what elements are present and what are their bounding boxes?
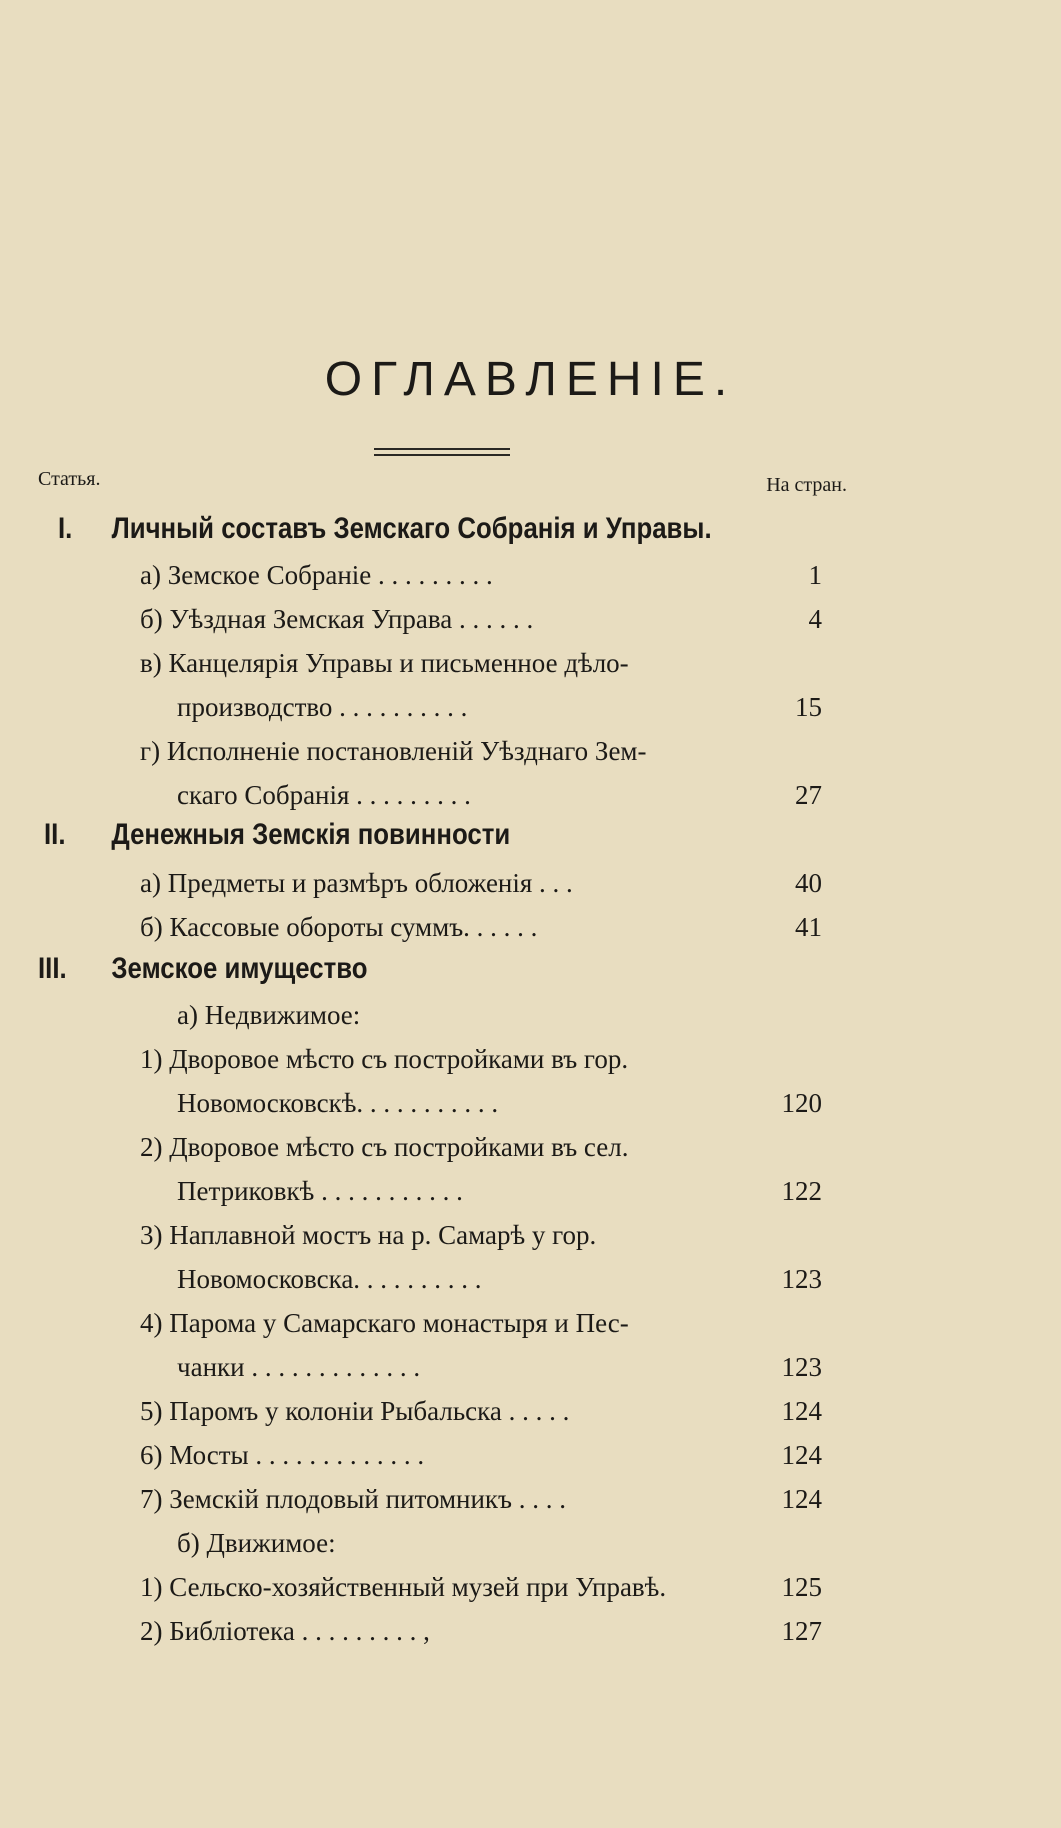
- toc-entry-page: 124: [781, 1396, 822, 1426]
- toc-entry-text: а) Земское Собраніе . . . . . . . . .: [140, 560, 493, 590]
- section-3-number: III.: [38, 952, 67, 985]
- toc-entry-text: скаго Собранія . . . . . . . . .: [177, 780, 471, 810]
- toc-entry-page: 123: [781, 1352, 822, 1382]
- toc-entry-page: 27: [795, 780, 822, 810]
- toc-entry-text: 3) Наплавной мостъ на р. Самарѣ у гор.: [140, 1220, 597, 1250]
- section-2-title: Денежныя Земскія повинности: [111, 818, 511, 851]
- toc-entry-page: 1: [808, 560, 822, 590]
- toc-entry-text: Петриковкѣ . . . . . . . . . . .: [177, 1176, 463, 1206]
- toc-entry-text: в) Канцелярія Управы и письменное дѣло-: [140, 648, 629, 678]
- toc-entry-page: 122: [781, 1176, 822, 1206]
- toc-entry-text: 7) Земскій плодовый питомникъ . . . .: [140, 1484, 567, 1514]
- section-1-title: Личный составъ Земскаго Собранія и Управы.: [111, 512, 712, 545]
- toc-entry-page: 124: [781, 1440, 822, 1470]
- toc-entry-page: 15: [795, 692, 822, 722]
- toc-entry-text: а) Предметы и размѣръ обложенія . . .: [140, 868, 573, 898]
- toc-entry-page: 124: [781, 1484, 822, 1514]
- toc-entry-text: Новомосковскѣ. . . . . . . . . . .: [177, 1088, 499, 1118]
- toc-entry-page: 125: [781, 1572, 822, 1602]
- section-3-heading: [38, 952, 368, 986]
- toc-entry-text: б) Движимое:: [177, 1528, 336, 1558]
- toc-entry-text: чанки . . . . . . . . . . . . .: [177, 1352, 421, 1382]
- toc-entry-text: производство . . . . . . . . . .: [177, 692, 468, 722]
- toc-entry-page: 127: [781, 1616, 822, 1646]
- toc-entry-text: Новомосковска. . . . . . . . . .: [177, 1264, 482, 1294]
- section-1-number: I.: [58, 512, 73, 545]
- toc-entry-text: 6) Мосты . . . . . . . . . . . . .: [140, 1440, 425, 1470]
- toc-entry-page: 40: [795, 868, 822, 898]
- toc-entry-text: б) Уѣздная Земская Управа . . . . . .: [140, 604, 534, 634]
- toc-entry-text: г) Исполненіе постановленій Уѣзднаго Зем-: [140, 736, 647, 766]
- section-2-number: II.: [44, 818, 66, 851]
- section-3-title: Земское имущество: [111, 952, 368, 985]
- toc-entry-text: 4) Парома у Самарскаго монастыря и Пес-: [140, 1308, 629, 1338]
- toc-entry-text: 1) Сельско-хозяйственный музей при Управѣ.: [140, 1572, 667, 1602]
- toc-entry-text: а) Недвижимое:: [177, 1000, 361, 1030]
- toc-entry-text: б) Кассовые обороты суммъ. . . . . .: [140, 912, 538, 942]
- column-header-article: Статья.: [38, 468, 101, 490]
- toc-entry-text: 2) Библіотека . . . . . . . . . ,: [140, 1616, 430, 1646]
- title-rule-top: [374, 448, 510, 450]
- toc-entry-page: 4: [808, 604, 822, 634]
- toc-entry-text: 5) Паромъ у колоніи Рыбальска . . . . .: [140, 1396, 570, 1426]
- section-2-heading: [44, 818, 510, 852]
- toc-entry-text: 2) Дворовое мѣсто съ постройками въ сел.: [140, 1132, 629, 1162]
- page-title: ОГЛАВЛЕНІЕ.: [324, 353, 737, 406]
- toc-entry-page: 120: [781, 1088, 822, 1118]
- toc-entry-page: 123: [781, 1264, 822, 1294]
- column-header-page: На стран.: [766, 474, 847, 496]
- title-rule-bottom: [374, 454, 510, 456]
- toc-entry-page: 41: [795, 912, 822, 942]
- section-1-heading: [58, 512, 712, 546]
- toc-entry-text: 1) Дворовое мѣсто съ постройками въ гор.: [140, 1044, 629, 1074]
